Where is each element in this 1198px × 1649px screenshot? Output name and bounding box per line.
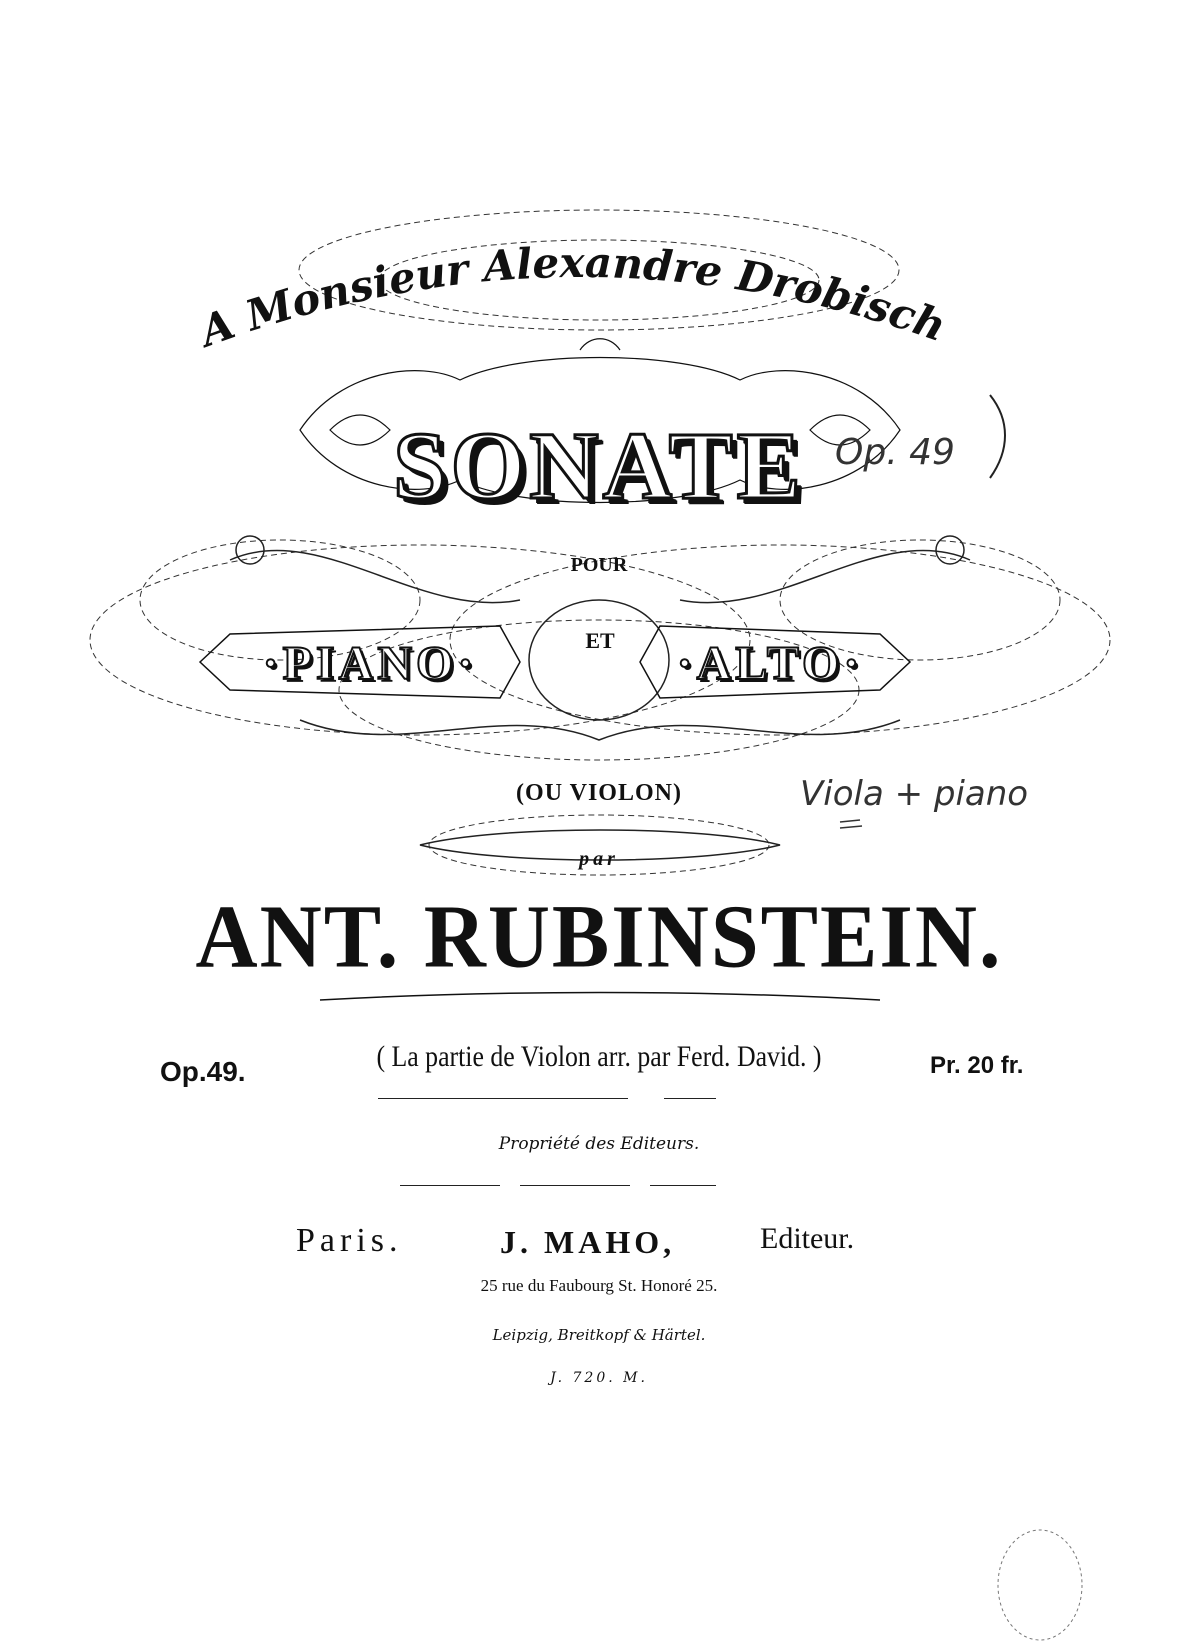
- par-label: par: [579, 848, 619, 870]
- dedication: [200, 232, 960, 362]
- divider: [378, 1098, 628, 1099]
- dedication-arc: [200, 232, 960, 362]
- opus-number: Op.49.: [160, 1056, 246, 1087]
- co-publisher: Leipzig, Breitkopf & Härtel.: [492, 1326, 706, 1344]
- alternative-instrument: (OU VIOLON): [516, 780, 682, 806]
- instrument-piano: ·PIANO·: [262, 636, 478, 690]
- conjunction-et: ET: [585, 628, 615, 653]
- editor-label: Editeur.: [760, 1222, 855, 1255]
- city: Paris.: [296, 1222, 403, 1259]
- plate-number: J. 720. M.: [550, 1370, 648, 1386]
- pour-label: POUR: [570, 554, 628, 576]
- divider: [520, 1185, 630, 1186]
- rights-notice: Propriété des Editeurs.: [498, 1134, 700, 1154]
- composer-name: ANT. RUBINSTEIN.: [195, 885, 1003, 987]
- publisher-name: J. MAHO,: [500, 1224, 676, 1260]
- publisher-address: 25 rue du Faubourg St. Honoré 25.: [480, 1276, 718, 1295]
- divider: [650, 1185, 716, 1186]
- divider: [664, 1098, 716, 1099]
- title-sonate: SONATE: [393, 412, 805, 519]
- publisher-line: [0, 1222, 1198, 1262]
- instrument-alto: ·ALTO·: [676, 636, 864, 690]
- handwritten-instrumentation-note: Viola + piano: [800, 774, 1029, 814]
- price: Pr. 20 fr.: [930, 1052, 1024, 1079]
- svg-text:A Monsieur Alexandre Drobisch.: Monsieur Alexandre Drobisch: [239, 237, 953, 352]
- handwritten-opus-note: Op. 49: [835, 432, 955, 473]
- arrangement-note: ( La partie de Violon arr. par Ferd. David. ): [376, 1040, 822, 1073]
- divider: [400, 1185, 500, 1186]
